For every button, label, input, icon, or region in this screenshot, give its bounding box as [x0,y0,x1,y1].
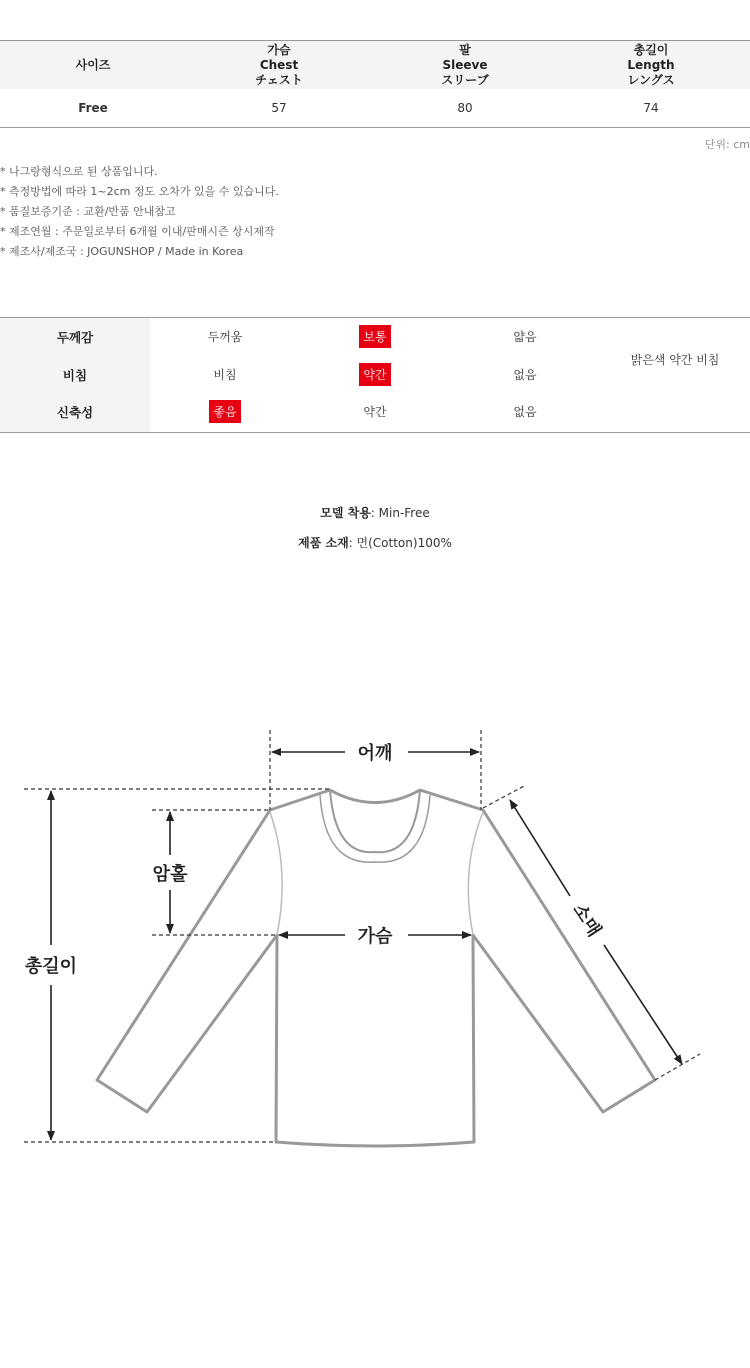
header-size: 사이즈 [75,57,111,72]
length-value: 74 [643,100,659,115]
fabric-option: 두꺼움 [207,330,243,344]
notes-list [0,162,279,262]
fabric-option: 약간 [363,405,387,419]
model-info-value: : Min-Free [370,506,430,520]
armhole-label: 암홀 [152,864,188,885]
header-chest: 가슴 Chest チェスト [255,42,303,87]
length-label: 총길이 [24,956,78,977]
model-info [0,504,750,521]
fabric-option: 없음 [513,405,537,419]
fabric-table [0,317,750,433]
shirt-outline [97,790,655,1146]
table-row [0,89,750,127]
fabric-label-column [0,318,150,432]
unit-label: 단위: cm [704,138,750,151]
fabric-option-selected: 약간 [325,363,425,386]
fabric-label-stretch: 신축성 [56,405,94,420]
material-info-value: : 면(Cotton)100% [348,536,452,550]
note-item: * 제조연월 : 주문일로부터 6개월 이내/판매시즌 상시제작 [0,225,275,238]
fabric-option: 없음 [513,368,537,382]
note-item: * 나그랑형식으로 된 상품입니다. [0,165,158,178]
sleeve-label: 소매 [568,899,605,941]
material-info-label: 제품 소재 [298,536,349,550]
header-length: 총길이 Length レングス [627,42,675,87]
shoulder-label: 어깨 [357,743,393,764]
fabric-option: 비침 [213,368,237,382]
material-info [0,534,750,551]
note-item: * 품질보증기준 : 교환/반품 안내참고 [0,205,176,218]
fabric-option: 얇음 [513,330,537,344]
fabric-label-sheer: 비침 [62,368,88,383]
model-info-label: 모델 착용 [320,506,371,520]
chest-label: 가슴 [357,926,393,947]
sleeve-value: 80 [457,100,473,115]
note-item: * 측정방법에 따라 1~2cm 정도 오차가 있을 수 있습니다. [0,185,279,198]
fabric-note: 밝은색 약간 비침 [630,353,720,367]
note-item: * 제조사/제조국 : JOGUNSHOP / Made in Korea [0,245,244,258]
size-table [0,40,750,128]
fabric-option-selected: 좋음 [175,400,275,423]
measurement-diagram [0,720,750,1180]
fabric-label-thickness: 두께감 [56,330,94,345]
size-table-header [0,41,750,89]
chest-value: 57 [271,100,287,115]
fabric-option-selected: 보통 [325,325,425,348]
size-value: Free [78,100,108,115]
header-sleeve: 팔 Sleeve スリーブ [441,42,489,87]
